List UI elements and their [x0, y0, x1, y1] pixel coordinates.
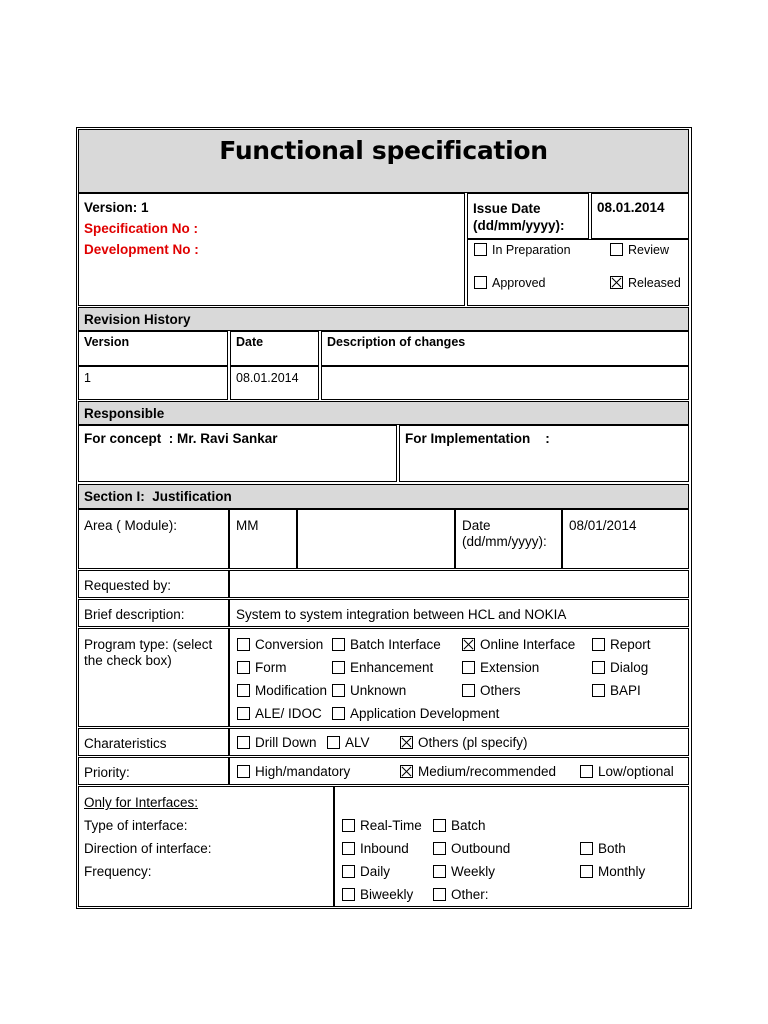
checkbox[interactable]	[342, 865, 355, 878]
program-type-bapi[interactable]: BAPI	[592, 683, 641, 698]
checkbox[interactable]	[474, 243, 487, 256]
program-type-modification[interactable]: Modification	[237, 683, 327, 698]
checkbox[interactable]	[462, 684, 475, 697]
program-type-ale-idoc[interactable]: ALE/ IDOC	[237, 706, 322, 721]
checkbox[interactable]	[332, 684, 345, 697]
status-in-preparation[interactable]: In Preparation	[474, 243, 571, 257]
area-blank-cell	[297, 509, 455, 569]
checkbox[interactable]	[342, 888, 355, 901]
checkbox[interactable]	[580, 865, 593, 878]
revision-history-heading-cell	[78, 307, 689, 331]
checkbox[interactable]	[342, 842, 355, 855]
checkbox[interactable]	[610, 243, 623, 256]
program-type-options-cell	[229, 628, 689, 727]
checkbox-checked[interactable]	[462, 638, 475, 651]
date-label-cell: Date (dd/mm/yyyy):	[455, 509, 562, 569]
interface-real-time[interactable]: Real-Time	[342, 818, 422, 833]
checkbox[interactable]	[237, 638, 250, 651]
program-type-conversion[interactable]: Conversion	[237, 637, 323, 652]
checkbox[interactable]	[237, 684, 250, 697]
issue-date-label-cell	[467, 193, 589, 239]
header-left-cell	[78, 193, 465, 306]
priority-label-cell: Priority:	[78, 757, 229, 785]
interface-batch[interactable]: Batch	[433, 818, 486, 833]
section1-heading-cell	[78, 484, 689, 509]
revision-row-description	[321, 366, 689, 400]
priority-low[interactable]: Low/optional	[580, 764, 674, 779]
program-type-enhancement[interactable]: Enhancement	[332, 660, 433, 675]
issue-date-label: Issue Date (dd/mm/yyyy):	[473, 201, 565, 233]
checkbox-checked[interactable]	[400, 736, 413, 749]
title-bar	[78, 129, 689, 193]
checkbox[interactable]	[592, 638, 605, 651]
brief-description-value: System to system integration between HCL and NOKIA	[236, 607, 567, 622]
checkbox[interactable]	[332, 707, 345, 720]
priority-options-cell	[229, 757, 689, 785]
program-type-extension[interactable]: Extension	[462, 660, 539, 675]
area-value-cell	[229, 509, 297, 569]
checkbox[interactable]	[462, 661, 475, 674]
checkbox[interactable]	[580, 842, 593, 855]
checkbox[interactable]	[433, 819, 446, 832]
checkbox[interactable]	[327, 736, 340, 749]
status-released[interactable]: Released	[610, 276, 681, 290]
requested-by-label-cell: Requested by:	[78, 570, 229, 598]
checkbox[interactable]	[474, 276, 487, 289]
program-type-batch-interface[interactable]: Batch Interface	[332, 637, 441, 652]
brief-description-value-cell	[229, 599, 689, 627]
revision-col-version: Version	[78, 331, 228, 366]
interface-outbound[interactable]: Outbound	[433, 841, 510, 856]
program-type-others[interactable]: Others	[462, 683, 521, 698]
date-value-cell	[562, 509, 689, 569]
issue-date-value: 08.01.2014	[597, 200, 665, 215]
responsible-heading: Responsible	[84, 406, 165, 421]
frequency-biweekly[interactable]: Biweekly	[342, 887, 413, 902]
interfaces-options-cell	[334, 786, 689, 907]
revision-row-version: 1	[78, 366, 228, 400]
area-value: MM	[236, 518, 259, 533]
specification-no-label: Specification No :	[84, 221, 199, 236]
status-review[interactable]: Review	[610, 243, 669, 257]
checkbox[interactable]	[332, 661, 345, 674]
development-no-label: Development No :	[84, 242, 199, 257]
checkbox[interactable]	[580, 765, 593, 778]
status-cell	[467, 239, 689, 306]
program-type-report[interactable]: Report	[592, 637, 651, 652]
characteristic-alv[interactable]: ALV	[327, 735, 370, 750]
issue-date-value-cell	[591, 193, 689, 239]
checkbox[interactable]	[332, 638, 345, 651]
status-approved[interactable]: Approved	[474, 276, 546, 290]
program-type-application-development[interactable]: Application Development	[332, 706, 499, 721]
frequency-weekly[interactable]: Weekly	[433, 864, 495, 879]
checkbox[interactable]	[237, 765, 250, 778]
frequency-daily[interactable]: Daily	[342, 864, 390, 879]
checkbox[interactable]	[237, 736, 250, 749]
revision-history-heading: Revision History	[84, 312, 191, 327]
checkbox[interactable]	[592, 684, 605, 697]
characteristics-options-cell	[229, 728, 689, 756]
interfaces-heading: Only for Interfaces:	[84, 795, 199, 810]
frequency-monthly[interactable]: Monthly	[580, 864, 645, 879]
frequency-other[interactable]: Other:	[433, 887, 489, 902]
checkbox[interactable]	[433, 865, 446, 878]
checkbox[interactable]	[237, 661, 250, 674]
for-implementation-label: For Implementation :	[405, 431, 550, 446]
checkbox[interactable]	[433, 842, 446, 855]
program-type-online-interface[interactable]: Online Interface	[462, 637, 575, 652]
program-type-dialog[interactable]: Dialog	[592, 660, 648, 675]
revision-row-date: 08.01.2014	[230, 366, 319, 400]
area-label-cell: Area ( Module):	[78, 509, 229, 569]
characteristic-others[interactable]: Others (pl specify)	[400, 735, 528, 750]
for-implementation-cell	[399, 425, 689, 482]
section1-heading: Section I: Justification	[84, 489, 232, 504]
characteristic-drill-down[interactable]: Drill Down	[237, 735, 317, 750]
checkbox-checked[interactable]	[610, 276, 623, 289]
program-type-label-cell: Program type: (select the check box)	[78, 628, 229, 727]
revision-col-description: Description of changes	[321, 331, 689, 366]
responsible-heading-cell	[78, 401, 689, 425]
checkbox[interactable]	[342, 819, 355, 832]
for-concept-label: For concept : Mr. Ravi Sankar	[84, 431, 278, 446]
checkbox[interactable]	[433, 888, 446, 901]
revision-col-date: Date	[230, 331, 319, 366]
interface-both[interactable]: Both	[580, 841, 626, 856]
brief-description-label-cell: Brief description:	[78, 599, 229, 627]
date-value: 08/01/2014	[569, 518, 637, 533]
for-concept-cell	[78, 425, 397, 482]
program-type-unknown[interactable]: Unknown	[332, 683, 406, 698]
checkbox-checked[interactable]	[400, 765, 413, 778]
checkbox[interactable]	[592, 661, 605, 674]
priority-medium[interactable]: Medium/recommended	[400, 764, 556, 779]
characteristics-label-cell: Charateristics	[78, 728, 229, 756]
requested-by-value-cell	[229, 570, 689, 598]
program-type-form[interactable]: Form	[237, 660, 287, 675]
interface-inbound[interactable]: Inbound	[342, 841, 409, 856]
interfaces-label-cell: Only for Interfaces: Type of interface: Direction of interface: Frequency:	[78, 786, 334, 907]
priority-high[interactable]: High/mandatory	[237, 764, 350, 779]
version-label: Version: 1	[84, 200, 149, 215]
page-title: Functional specification	[219, 136, 548, 165]
checkbox[interactable]	[237, 707, 250, 720]
